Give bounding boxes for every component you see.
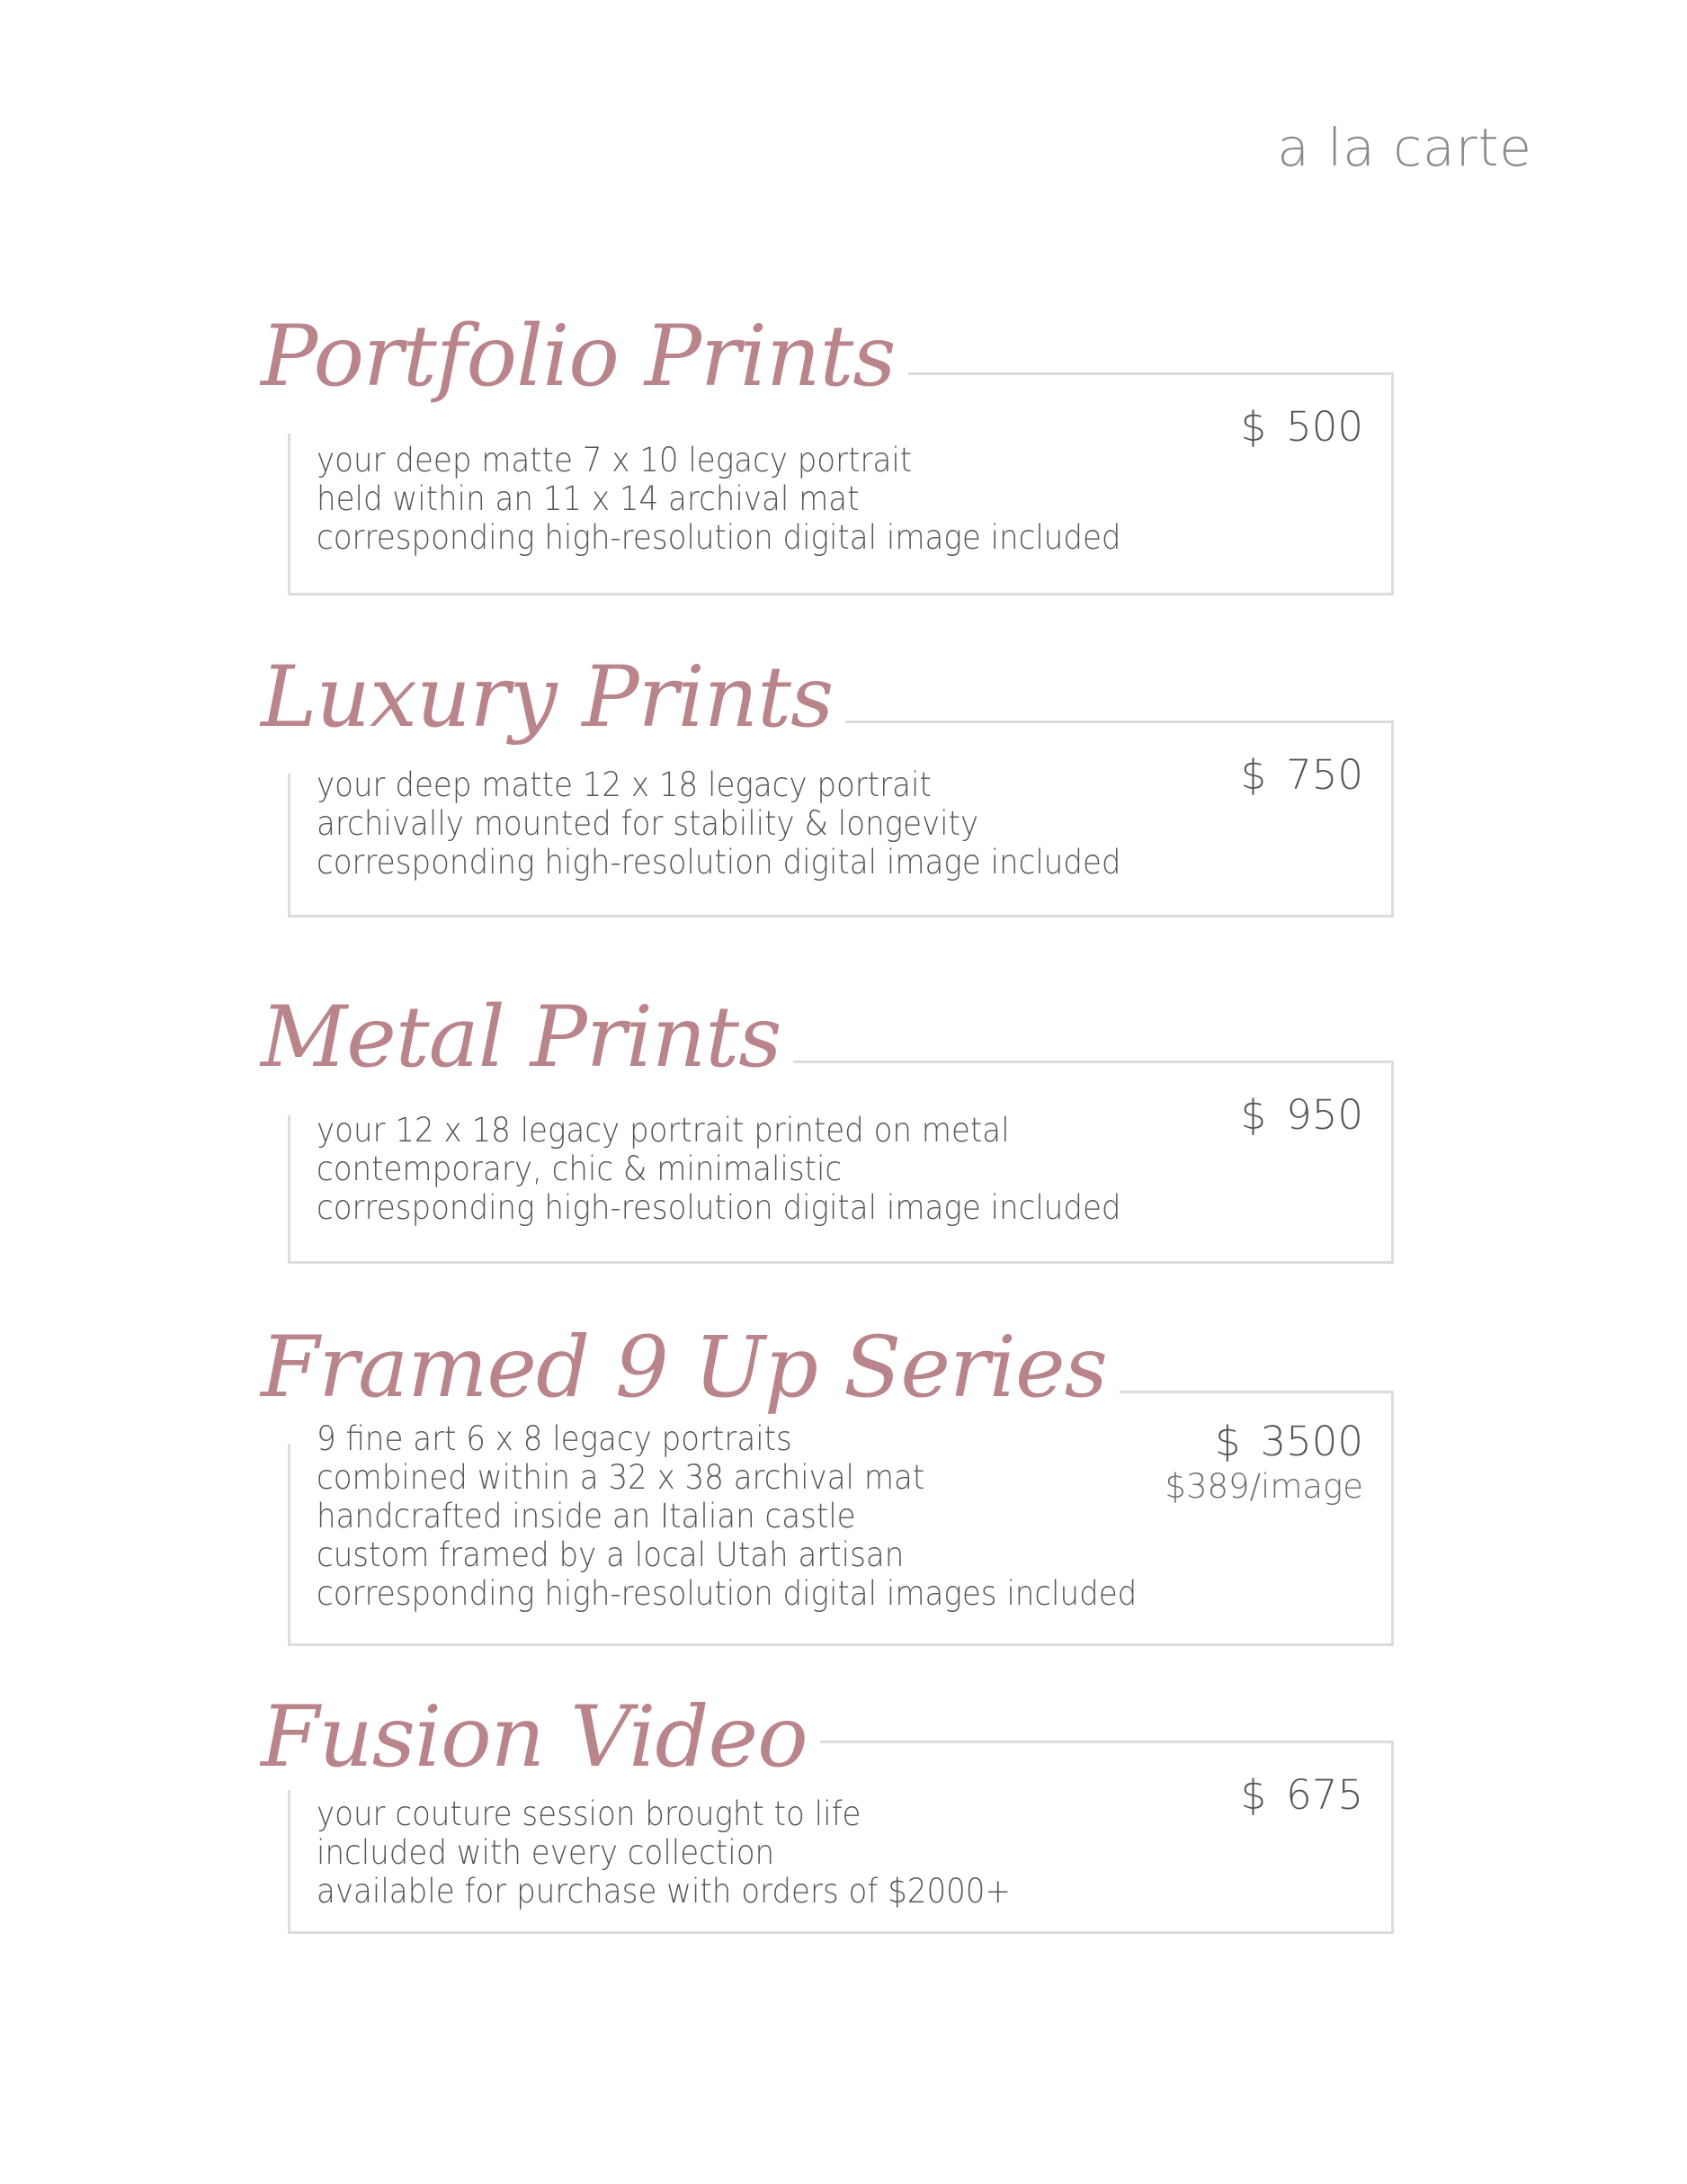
description-line: corresponding high-resolution digital image included: [317, 518, 1121, 557]
description-line: combined within a 32 x 38 archival mat: [317, 1458, 925, 1497]
price: [1240, 1091, 1363, 1139]
section-title: Luxury Prints: [261, 656, 845, 740]
section-title: Metal Prints: [261, 996, 793, 1080]
description-line: your 12 x 18 legacy portrait printed on metal: [317, 1111, 1010, 1150]
description: [317, 1111, 1191, 1227]
box-left-rule: [288, 1444, 290, 1646]
section-title: Portfolio Prints: [261, 315, 908, 399]
description-line: corresponding high-resolution digital images included: [317, 1574, 1138, 1613]
box-left-rule: [288, 1115, 290, 1264]
price: [1240, 403, 1363, 451]
description: [317, 441, 1191, 557]
description-line: corresponding high-resolution digital image included: [317, 1188, 1121, 1227]
box-left-rule: [288, 774, 290, 917]
price-currency: $: [1240, 1771, 1267, 1819]
price: [1240, 1771, 1363, 1819]
page-title: a la carte: [1277, 117, 1532, 178]
description-line: your deep matte 12 x 18 legacy portrait: [317, 765, 932, 804]
description-line: corresponding high-resolution digital image included: [317, 843, 1121, 882]
description-line: custom framed by a local Utah artisan: [317, 1535, 905, 1574]
section-framed-9-up-series: [261, 1313, 1394, 1646]
section-title: Fusion Video: [261, 1696, 820, 1780]
box-left-rule: [288, 434, 290, 595]
description-line: archivally mounted for stability & longevity: [317, 804, 979, 843]
box-left-rule: [288, 1790, 290, 1934]
price-value: 950: [1286, 1091, 1363, 1139]
price: [1240, 751, 1363, 799]
section-title: Framed 9 Up Series: [261, 1326, 1120, 1410]
price-value: 500: [1286, 403, 1363, 451]
description-line: available for purchase with orders of $2000+: [317, 1872, 1011, 1911]
price-currency: $: [1214, 1418, 1241, 1465]
price-per-image: $389/image: [1165, 1467, 1363, 1506]
price-currency: $: [1240, 403, 1267, 451]
price-currency: $: [1240, 1091, 1267, 1139]
price-value: 675: [1286, 1771, 1363, 1819]
description-line: included with every collection: [317, 1833, 775, 1872]
description: [317, 1419, 1209, 1613]
description-line: your deep matte 7 x 10 legacy portrait: [317, 441, 913, 479]
description: [317, 765, 1191, 882]
section-fusion-video: [261, 1688, 1394, 1934]
description-line: 9 fine art 6 x 8 legacy portraits: [317, 1419, 792, 1458]
description-line: your couture session brought to life: [317, 1795, 861, 1833]
description-line: handcrafted inside an Italian castle: [317, 1497, 856, 1535]
price-value: 750: [1286, 751, 1363, 799]
description: [317, 1795, 1071, 1911]
description-line: contemporary, chic & minimalistic: [317, 1150, 843, 1188]
section-luxury-prints: [261, 643, 1394, 917]
description-line: held within an 11 x 14 archival mat: [317, 479, 860, 518]
price-currency: $: [1240, 751, 1267, 799]
section-metal-prints: [261, 985, 1394, 1264]
section-portfolio-prints: [261, 306, 1394, 595]
price-value: 3500: [1260, 1418, 1363, 1465]
